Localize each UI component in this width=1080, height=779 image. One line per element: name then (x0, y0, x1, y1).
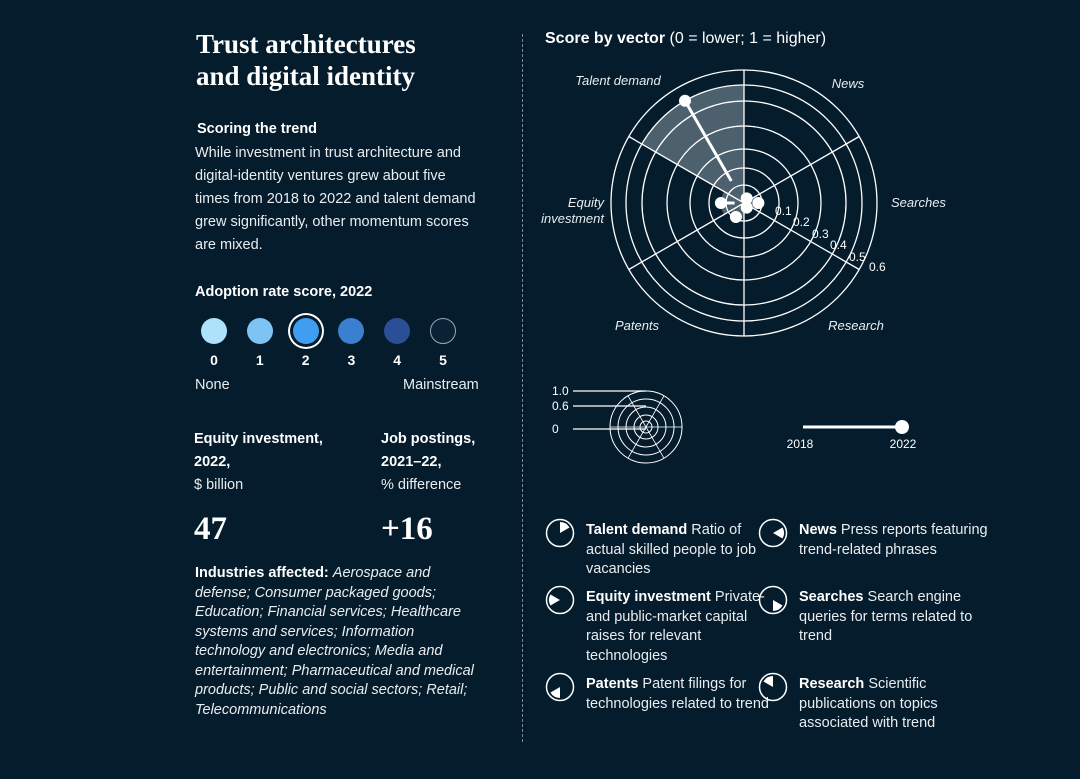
axis-label: Equity (567, 195, 604, 210)
adoption-level-label: 0 (210, 352, 218, 368)
legend-item (799, 675, 989, 734)
ring-label: 0.5 (849, 250, 866, 264)
legend-item (799, 588, 989, 647)
legend-item-name: News (799, 522, 837, 538)
adoption-heading: Adoption rate score, 2022 (195, 284, 373, 300)
adoption-low-label: None (195, 377, 230, 393)
legend-item (799, 521, 989, 560)
adoption-level-label: 3 (347, 352, 356, 368)
data-point-2022 (730, 211, 742, 223)
legend-item-name: Research (799, 676, 865, 692)
adoption-level-label: 1 (255, 352, 264, 368)
equity-value: 47 (194, 511, 227, 547)
legend-item-desc: Press reports featuring trend-related phrases (799, 522, 988, 558)
title-line-1: Trust architectures (196, 29, 416, 59)
ring-label: 0.6 (869, 260, 886, 274)
news-icon (758, 518, 788, 548)
jobs-unit: % difference (381, 477, 462, 493)
industries-text: Aerospace and defense; Consumer packaged goods; Education; Financial services; Healthcare systems and services; Information technology and electronics; Media and entertainment; Pharmaceutical and medical products; Public and social sectors; Retail; Telecommunications (195, 565, 474, 718)
equity-label-2: 2022, (194, 454, 231, 470)
legend-item (586, 588, 776, 666)
research-icon (758, 672, 788, 702)
time-legend-start: 2018 (786, 437, 814, 451)
scoring-heading: Scoring the trend (197, 121, 318, 137)
time-legend-end: 2022 (889, 437, 917, 451)
equity-investment-icon (545, 585, 575, 615)
legend-item-name: Patents (586, 676, 639, 692)
industries-label: Industries affected: (195, 565, 329, 581)
adoption-high-label: Mainstream (403, 377, 479, 393)
radar-spoke (744, 137, 859, 204)
legend-item-name: Searches (799, 589, 864, 605)
adoption-level-label: 2 (301, 352, 310, 368)
ring-label: 0.1 (775, 204, 792, 218)
ring-label: 0.3 (812, 227, 829, 241)
patents-icon (545, 672, 575, 702)
legend-item (586, 675, 776, 714)
legend-item (586, 521, 776, 580)
legend-item-desc: Search engine queries for terms related to trend (799, 589, 973, 644)
axis-label: investment (541, 211, 604, 226)
equity-label-1: Equity investment, (194, 431, 323, 447)
legend-item-desc: Ratio of actual skilled people to job vacancies (586, 522, 757, 577)
adoption-level-label: 5 (439, 352, 447, 368)
adoption-level-label: 4 (393, 352, 402, 368)
equity-unit: $ billion (194, 477, 244, 493)
axis-label: Talent demand (575, 73, 661, 88)
time-legend-dot (895, 420, 909, 434)
ring-label: 0.4 (830, 238, 847, 252)
jobs-label-1: Job postings, (381, 431, 476, 447)
legend-item-desc: Scientific publications on topics associated with trend (799, 676, 938, 731)
scoring-text: While investment in trust architecture and digital-identity ventures grew about five times from 2018 to 2022 and talent demand grew significantly, other momentum scores are mixed. (195, 145, 476, 253)
chart-subtitle: (0 = lower; 1 = higher) (669, 30, 827, 47)
axis-label: Research (828, 318, 884, 333)
jobs-value: +16 (381, 511, 433, 547)
data-point-2022 (741, 202, 753, 214)
axis-label: News (831, 76, 865, 91)
jobs-label-2: 2021–22, (381, 454, 442, 470)
ring-label: 0.2 (793, 215, 810, 229)
data-point-2022 (679, 95, 691, 107)
data-point-2022 (752, 197, 764, 209)
scale-legend-label: 0.6 (552, 399, 569, 413)
legend-item-name: Equity investment (586, 589, 711, 605)
legend-item-name: Talent demand (586, 522, 688, 538)
radar-spoke (744, 203, 859, 270)
radar-spoke (629, 203, 744, 270)
searches-icon (758, 585, 788, 615)
data-point-2022 (715, 197, 727, 209)
scale-legend-label: 0 (552, 422, 559, 436)
legend-item-desc: Private- and public-market capital raises for relevant technologies (586, 589, 765, 664)
axis-label: Patents (614, 318, 660, 333)
chart-title-text: Score by vector (545, 30, 666, 47)
legend-item-desc: Patent filings for technologies related to trend (586, 676, 769, 712)
axis-label: Searches (891, 195, 946, 210)
scale-legend-label: 1.0 (552, 384, 569, 398)
title-line-2: and digital identity (196, 61, 416, 91)
talent-demand-icon (545, 518, 575, 548)
